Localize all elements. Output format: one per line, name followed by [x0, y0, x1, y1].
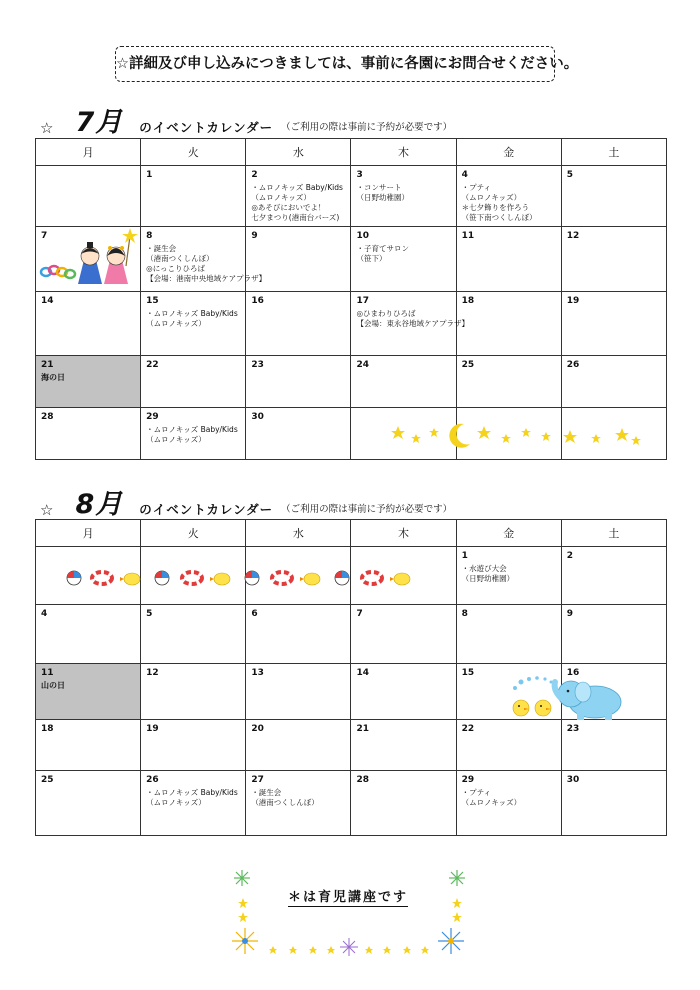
day-cell	[36, 664, 141, 720]
day-cell	[561, 771, 666, 836]
day-number: 14	[356, 668, 369, 678]
day-cell	[246, 166, 351, 227]
day-number: 15	[146, 296, 159, 306]
week-row	[36, 166, 667, 227]
day-cell	[456, 771, 561, 836]
event-line: ・コンサート	[356, 183, 402, 192]
day-number: 3	[356, 170, 363, 180]
day-number: 16	[566, 668, 580, 678]
day-cell	[141, 771, 246, 836]
stars-moon-decoration	[386, 420, 646, 452]
event-line: ・ムロノキッズ Baby/Kids	[146, 425, 238, 434]
day-cell	[351, 720, 456, 771]
event-line: ・子育てサロン	[356, 244, 409, 253]
august-header	[40, 486, 452, 520]
day-cell	[246, 664, 351, 720]
day-cell	[141, 166, 246, 227]
day-number: 29	[146, 412, 159, 422]
weekday-fri: 金	[456, 520, 561, 547]
day-cell	[246, 720, 351, 771]
reservation-note: （ご利用の際は事前に予約が必要です）	[281, 122, 453, 133]
beach-ball-icon	[155, 571, 169, 585]
weekday-tue: 火	[141, 139, 246, 166]
event-line: ・ムロノキッズ Baby/Kids	[251, 183, 343, 192]
event-line: （ムロノキッズ）	[146, 435, 206, 444]
day-number: 5	[146, 609, 153, 619]
event-line: 【会場：港南中央地域ケアプラザ】	[146, 274, 267, 283]
day-cell	[351, 166, 456, 227]
calendar-title: のイベントカレンダー	[139, 502, 274, 517]
day-number: 18	[41, 724, 54, 734]
day-cell	[351, 227, 456, 292]
day-cell	[246, 356, 351, 408]
paper-chain-icon	[41, 266, 75, 278]
event-line: ・プティ	[461, 788, 492, 797]
day-cell	[456, 547, 561, 605]
weekday-sat: 土	[561, 139, 666, 166]
event-line: ◎あそびにおいでよ！	[251, 203, 326, 212]
month-title: 8月	[75, 489, 124, 520]
day-number: 29	[461, 775, 475, 785]
summer-items-decoration	[64, 566, 424, 590]
event-line: ・ムロノキッズ Baby/Kids	[146, 309, 238, 318]
day-cell	[561, 356, 666, 408]
day-number: 21	[41, 360, 54, 370]
day-cell	[36, 356, 141, 408]
july-header	[40, 104, 452, 138]
day-number: 19	[566, 296, 580, 306]
day-number: 4	[41, 609, 48, 619]
day-number: 12	[146, 668, 159, 678]
weekday-mon: 月	[36, 520, 141, 547]
event-line: ・誕生会	[146, 244, 177, 253]
month-title: 7月	[75, 107, 124, 138]
day-number: 2	[566, 551, 574, 561]
day-cell	[456, 720, 561, 771]
day-cell	[456, 166, 561, 227]
elephant-icon	[555, 681, 621, 720]
day-number: 1	[146, 170, 153, 180]
chick-icon	[300, 573, 320, 585]
day-cell	[141, 664, 246, 720]
day-number: 10	[356, 231, 369, 241]
day-cell	[561, 720, 666, 771]
day-number: 11	[461, 231, 475, 241]
day-number: 22	[146, 360, 159, 370]
day-cell	[456, 605, 561, 664]
day-cell	[36, 166, 141, 227]
weekday-thu: 木	[351, 139, 456, 166]
day-cell	[36, 292, 141, 356]
day-cell	[456, 227, 561, 292]
event-line: ＊七夕飾りを作ろう	[461, 203, 530, 212]
event-line: （ムロノキッズ）	[461, 193, 522, 202]
day-number: 8	[146, 231, 153, 241]
chick-icon	[210, 573, 230, 585]
day-number: 9	[566, 609, 574, 619]
day-number: 16	[251, 296, 264, 306]
event-line: ・ムロノキッズ Baby/Kids	[146, 788, 238, 797]
day-number: 28	[356, 775, 369, 785]
weekday-thu: 木	[351, 520, 456, 547]
weekday-header-row	[36, 139, 667, 166]
chick-icon	[390, 573, 410, 585]
day-number: 19	[146, 724, 159, 734]
event-line: ・プティ	[461, 183, 492, 192]
week-row	[36, 720, 667, 771]
event-line: （日野幼稚園）	[461, 574, 515, 583]
day-number: 25	[41, 775, 54, 785]
event-line: （日野幼稚園）	[356, 193, 409, 202]
reservation-note: （ご利用の際は事前に予約が必要です）	[281, 504, 453, 515]
day-cell	[246, 408, 351, 460]
elephant-chicks-illustration	[505, 672, 625, 722]
event-line: （ムロノキッズ）	[461, 798, 522, 807]
july-calendar	[35, 138, 667, 460]
day-cell	[351, 356, 456, 408]
day-number: 7	[41, 231, 48, 241]
swim-ring-icon	[92, 572, 112, 584]
event-line: ◎ひまわりひろば	[356, 309, 416, 318]
day-cell	[141, 720, 246, 771]
day-cell	[36, 771, 141, 836]
day-number: 21	[356, 724, 369, 734]
swim-ring-icon	[362, 572, 382, 584]
beach-ball-icon	[67, 571, 81, 585]
day-cell	[351, 771, 456, 836]
day-cell	[141, 227, 267, 292]
day-cell	[561, 605, 666, 664]
event-line: 七夕まつり(港南台バーズ)	[251, 213, 340, 222]
weekday-header-row	[36, 520, 667, 547]
day-number: 14	[41, 296, 54, 306]
holiday-label: 海の日	[41, 373, 65, 382]
day-number: 27	[251, 775, 264, 785]
beach-ball-icon	[335, 571, 349, 585]
firework-icon	[340, 938, 358, 956]
firework-icon	[449, 870, 465, 886]
star-wand-icon	[122, 228, 138, 266]
chick-icon	[513, 700, 529, 716]
day-cell	[246, 605, 351, 664]
swim-ring-icon	[182, 572, 202, 584]
day-number: 11	[41, 668, 54, 678]
day-cell	[141, 356, 246, 408]
event-line: （港南つくしんぼ）	[146, 254, 214, 263]
day-cell	[456, 356, 561, 408]
day-cell	[561, 227, 666, 292]
event-line: （ムロノキッズ）	[146, 319, 206, 328]
day-cell	[561, 547, 666, 605]
crescent-moon-icon	[449, 424, 470, 448]
beach-ball-icon	[245, 571, 259, 585]
day-number: 18	[461, 296, 475, 306]
day-cell	[561, 292, 666, 356]
water-splash-icon	[513, 676, 553, 690]
firework-icon	[438, 928, 464, 954]
hikoboshi-doll-icon	[78, 242, 102, 284]
day-cell	[456, 292, 561, 356]
day-number: 7	[356, 609, 363, 619]
notice-banner: ☆詳細及び申し込みにつきましては、事前に各園にお問合せください。	[115, 46, 555, 82]
chick-icon	[120, 573, 140, 585]
fireworks-frame-decoration	[225, 862, 475, 987]
day-number: 30	[566, 775, 580, 785]
day-number: 28	[41, 412, 54, 422]
day-cell	[36, 408, 141, 460]
day-cell	[36, 720, 141, 771]
event-line: （港南つくしんぼ）	[251, 798, 319, 807]
star-icon	[391, 426, 641, 445]
weekday-sat: 土	[561, 520, 666, 547]
day-number: 6	[251, 609, 258, 619]
day-cell	[351, 605, 456, 664]
day-number: 4	[461, 170, 468, 180]
week-row	[36, 356, 667, 408]
event-line: ・誕生会	[251, 788, 282, 797]
chick-icon	[535, 700, 551, 716]
day-cell	[141, 408, 246, 460]
calendar-title: のイベントカレンダー	[139, 120, 274, 135]
event-line: ・水遊び大会	[461, 564, 507, 573]
day-cell	[246, 292, 351, 356]
weekday-tue: 火	[141, 520, 246, 547]
day-number: 25	[461, 360, 475, 370]
day-number: 13	[251, 668, 264, 678]
day-number: 5	[566, 170, 574, 180]
day-number: 20	[251, 724, 264, 734]
firework-icon	[232, 928, 258, 954]
star-mark: ☆	[40, 119, 54, 137]
firework-icon	[234, 870, 250, 886]
day-number: 12	[566, 231, 580, 241]
swim-ring-icon	[272, 572, 292, 584]
weekday-mon: 月	[36, 139, 141, 166]
week-row	[36, 771, 667, 836]
day-cell	[246, 227, 351, 292]
day-cell	[246, 771, 351, 836]
day-number: 15	[461, 668, 475, 678]
event-line: ◎にっこりひろば	[146, 264, 206, 273]
tanabata-dolls-illustration	[38, 226, 138, 288]
day-number: 17	[356, 296, 369, 306]
day-cell	[351, 664, 456, 720]
weekday-wed: 水	[246, 520, 351, 547]
day-number: 23	[251, 360, 264, 370]
day-cell	[141, 292, 246, 356]
event-line: （笹下）	[356, 254, 387, 263]
star-mark: ☆	[40, 501, 54, 519]
footer-note: ＊は育児講座です	[288, 886, 408, 907]
week-row	[36, 292, 667, 356]
day-number: 1	[461, 551, 468, 561]
week-row	[36, 605, 667, 664]
orihime-doll-icon	[104, 246, 128, 284]
day-number: 26	[146, 775, 159, 785]
weekday-wed: 水	[246, 139, 351, 166]
day-number: 26	[566, 360, 580, 370]
day-number: 23	[566, 724, 580, 734]
holiday-label: 山の日	[41, 681, 65, 690]
day-cell	[36, 605, 141, 664]
day-number: 8	[461, 609, 468, 619]
day-cell	[561, 166, 666, 227]
day-number: 30	[251, 412, 264, 422]
event-line: （ムロノキッズ）	[251, 193, 311, 202]
day-number: 2	[251, 170, 258, 180]
day-number: 9	[251, 231, 258, 241]
weekday-fri: 金	[456, 139, 561, 166]
event-line: （笹下南つくしんぼ）	[461, 213, 537, 222]
day-number: 22	[461, 724, 475, 734]
day-number: 24	[356, 360, 369, 370]
event-line: 【会場：東永谷地域ケアプラザ】	[356, 319, 469, 328]
day-cell	[141, 605, 246, 664]
event-line: （ムロノキッズ）	[146, 798, 206, 807]
